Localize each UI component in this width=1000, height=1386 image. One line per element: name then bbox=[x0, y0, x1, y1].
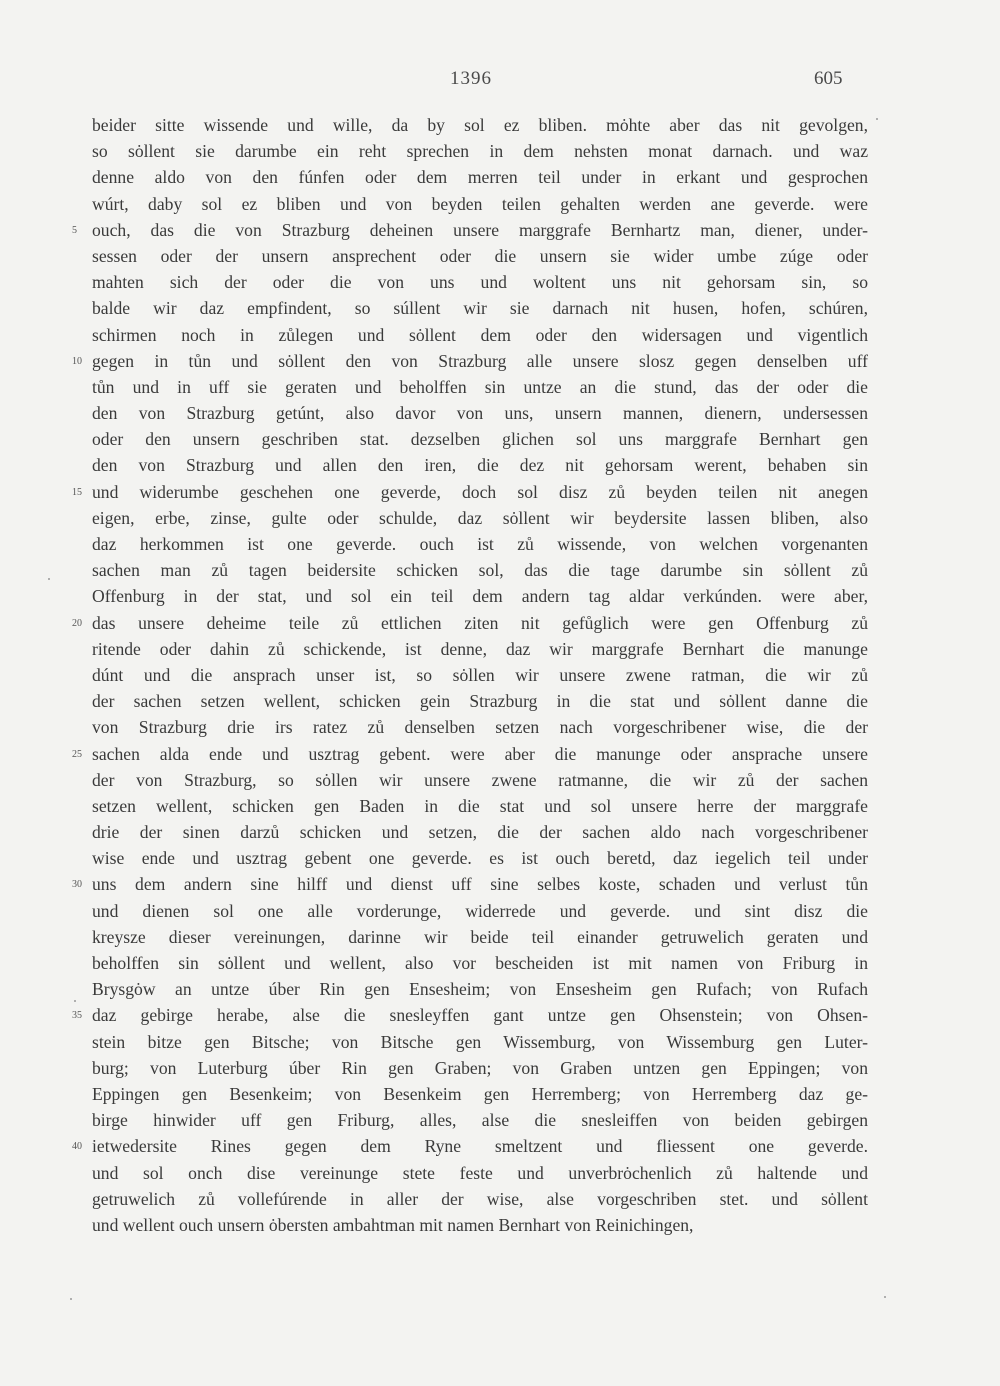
line-text: daz gebirge herabe, alse die snesleyffen gant untze gen Ohsenstein; von Ohsen- bbox=[92, 1005, 868, 1026]
text-line bbox=[92, 1212, 868, 1238]
line-text: Eppingen gen Besenkeim; von Besenkeim gen Herremberg; von Herremberg daz ge- bbox=[92, 1083, 868, 1104]
line-text: wúrt, daby sol ez bliben und von beyden teilen gehalten werden ane geverde. were bbox=[92, 193, 868, 214]
body-text bbox=[72, 112, 868, 1238]
text-line bbox=[92, 924, 868, 950]
line-text: den von Strazburg getúnt, also davor von uns, unsern mannen, dienern, undersessen bbox=[92, 403, 868, 424]
text-line bbox=[92, 688, 868, 714]
line-number: 40 bbox=[72, 1141, 82, 1153]
text-line bbox=[92, 374, 868, 400]
line-text: und widerumbe geschehen one geverde, doch sol disz zů beyden teilen nit anegen bbox=[92, 481, 868, 502]
line-text: getruwelich zů vollefúrende in aller der wise, alse vorgeschriben stet. und sȯllent bbox=[92, 1188, 868, 1209]
page-header bbox=[0, 68, 1000, 94]
line-text: mahten sich der oder die von uns und woltent uns nit gehorsam sin, so bbox=[92, 272, 868, 293]
text-line bbox=[92, 714, 868, 740]
text-line bbox=[72, 871, 868, 897]
text-line bbox=[92, 531, 868, 557]
line-number: 10 bbox=[72, 355, 82, 367]
line-text: das unsere deheime teile zů ettlichen ziten nit gefůglich were gen Offenburg zů bbox=[92, 612, 868, 633]
text-line bbox=[92, 1029, 868, 1055]
text-line bbox=[92, 1186, 868, 1212]
text-line bbox=[92, 400, 868, 426]
line-text: tůn und in uff sie geraten und beholffen sin untze an die stund, das der oder die bbox=[92, 376, 868, 397]
text-line bbox=[72, 1133, 868, 1159]
line-text: oder den unsern geschriben stat. dezselben glichen sol uns marggrafe Bernhart gen bbox=[92, 429, 868, 450]
line-text: ritende oder dahin zů schickende, ist denne, daz wir marggrafe Bernhart die manunge bbox=[92, 638, 868, 659]
text-line bbox=[92, 1055, 868, 1081]
text-line bbox=[72, 610, 868, 636]
line-text: gegen in tůn und sȯllent den von Strazburg alle unsere slosz gegen denselben uff bbox=[92, 350, 868, 371]
text-line bbox=[92, 322, 868, 348]
text-line bbox=[92, 269, 868, 295]
line-text: setzen wellent, schicken gen Baden in die stat und sol unsere herre der marggrafe bbox=[92, 795, 868, 816]
line-text: uns dem andern sine hilff und dienst uff sine selbes koste, schaden und verlust tůn bbox=[92, 874, 868, 895]
text-line bbox=[92, 557, 868, 583]
paper-speck bbox=[48, 578, 50, 580]
line-text: sessen oder der unsern ansprechent oder die unsern sie wider umbe zúge oder bbox=[92, 245, 868, 266]
text-line bbox=[92, 819, 868, 845]
line-text: schirmen noch in zůlegen und sȯllent dem oder den widersagen und vigentlich bbox=[92, 324, 868, 345]
page-number: 605 bbox=[814, 68, 843, 89]
text-line bbox=[92, 767, 868, 793]
line-text: daz herkommen ist one geverde. ouch ist zů wissende, von welchen vorgenanten bbox=[92, 534, 868, 554]
line-text: balde wir daz empfindent, so súllent wir sie darnach nit husen, hofen, schúren, bbox=[92, 298, 868, 319]
text-line bbox=[92, 138, 868, 164]
text-line bbox=[72, 479, 868, 505]
line-text: von Strazburg drie irs ratez zů denselben setzen nach vorgeschribener wise, die der bbox=[92, 717, 868, 738]
text-line bbox=[92, 164, 868, 190]
text-line bbox=[92, 845, 868, 871]
paper-speck bbox=[70, 1298, 72, 1300]
line-number: 35 bbox=[72, 1010, 82, 1022]
line-text: sachen man zů tagen beidersite schicken sol, das die tage darumbe sin sȯllent zů bbox=[92, 560, 868, 581]
text-line bbox=[92, 505, 868, 531]
line-text: drie der sinen darzů schicken und setzen, die der sachen aldo nach vorgeschribener bbox=[92, 822, 868, 843]
text-line bbox=[92, 112, 868, 138]
text-line bbox=[72, 741, 868, 767]
text-line bbox=[92, 452, 868, 478]
line-text: ouch, das die von Strazburg deheinen unsere marggrafe Bernhartz man, diener, under- bbox=[92, 219, 868, 240]
text-line bbox=[92, 898, 868, 924]
line-text: Offenburg in der stat, und sol ein teil dem andern tag aldar verkúnden. were aber, bbox=[92, 586, 868, 607]
line-number: 5 bbox=[72, 224, 77, 236]
text-line bbox=[92, 1160, 868, 1186]
header-year: 1396 bbox=[450, 68, 492, 89]
line-text: sachen alda ende und usztrag gebent. were aber die manunge oder ansprache unsere bbox=[92, 743, 868, 764]
line-number: 30 bbox=[72, 879, 82, 891]
line-text: so sȯllent sie darumbe ein reht sprechen in dem nehsten monat darnach. und waz bbox=[92, 141, 868, 162]
text-line bbox=[92, 1081, 868, 1107]
line-text: ietwedersite Rines gegen dem Ryne smeltzent und fliessent one geverde. bbox=[92, 1136, 868, 1157]
line-text: der sachen setzen wellent, schicken gein Strazburg in die stat und sȯllent danne die bbox=[92, 691, 868, 712]
line-text: den von Strazburg und allen den iren, die dez nit gehorsam werent, behaben sin bbox=[92, 455, 868, 476]
line-number: 20 bbox=[72, 617, 82, 629]
line-text: beholffen sin sȯllent und wellent, also vor bescheiden ist mit namen von Friburg in bbox=[92, 953, 868, 973]
text-line bbox=[72, 1002, 868, 1028]
paper-speck bbox=[74, 1000, 76, 1002]
line-text: der von Strazburg, so sȯllen wir unsere zwene ratmanne, die wir zů der sachen bbox=[92, 769, 868, 790]
line-text: denne aldo von den fúnfen oder dem merren teil under in erkant und gesprochen bbox=[92, 167, 868, 188]
text-line bbox=[92, 793, 868, 819]
line-text: beider sitte wissende und wille, da by sol ez bliben. mȯhte aber das nit gevolgen, bbox=[92, 115, 868, 135]
line-text: stein bitze gen Bitsche; von Bitsche gen Wissemburg, von Wissemburg gen Luter- bbox=[92, 1031, 868, 1052]
line-number: 25 bbox=[72, 748, 82, 760]
text-line bbox=[92, 662, 868, 688]
text-line bbox=[92, 295, 868, 321]
text-line bbox=[72, 217, 868, 243]
line-text: birge hinwider uff gen Friburg, alles, alse die snesleiffen von beiden gebirgen bbox=[92, 1110, 868, 1131]
text-line bbox=[92, 950, 868, 976]
line-text: dúnt und die ansprach unser ist, so sȯllen wir unsere zwene ratman, die wir zů bbox=[92, 664, 868, 685]
text-line bbox=[92, 1107, 868, 1133]
line-text: und wellent ouch unsern ȯbersten ambahtman mit namen Bernhart von Reinichingen, bbox=[92, 1214, 694, 1235]
text-line bbox=[92, 243, 868, 269]
paper-speck bbox=[884, 1296, 886, 1298]
text-line bbox=[72, 348, 868, 374]
line-number: 15 bbox=[72, 486, 82, 498]
line-text: burg; von Luterburg úber Rin gen Graben; von Graben untzen gen Eppingen; von bbox=[92, 1057, 868, 1078]
line-text: wise ende und usztrag gebent one geverde. es ist ouch beretd, daz iegelich teil under bbox=[92, 848, 868, 869]
line-text: und sol onch dise vereinunge stete feste und unverbrȯchenlich zů haltende und bbox=[92, 1162, 868, 1183]
line-text: eigen, erbe, zinse, gulte oder schulde, daz sȯllent wir beydersite lassen bliben, also bbox=[92, 507, 868, 528]
line-text: Brysgȯw an untze úber Rin gen Ensesheim; von Ensesheim gen Rufach; von Rufach bbox=[92, 979, 868, 1000]
text-line bbox=[92, 583, 868, 609]
text-line bbox=[92, 191, 868, 217]
text-line bbox=[92, 636, 868, 662]
line-text: und dienen sol one alle vorderunge, widerrede und geverde. und sint disz die bbox=[92, 900, 868, 921]
text-line bbox=[92, 426, 868, 452]
paper-speck bbox=[876, 118, 878, 120]
line-text: kreysze dieser vereinungen, darinne wir beide teil einander getruwelich geraten und bbox=[92, 926, 868, 947]
text-line bbox=[92, 976, 868, 1002]
